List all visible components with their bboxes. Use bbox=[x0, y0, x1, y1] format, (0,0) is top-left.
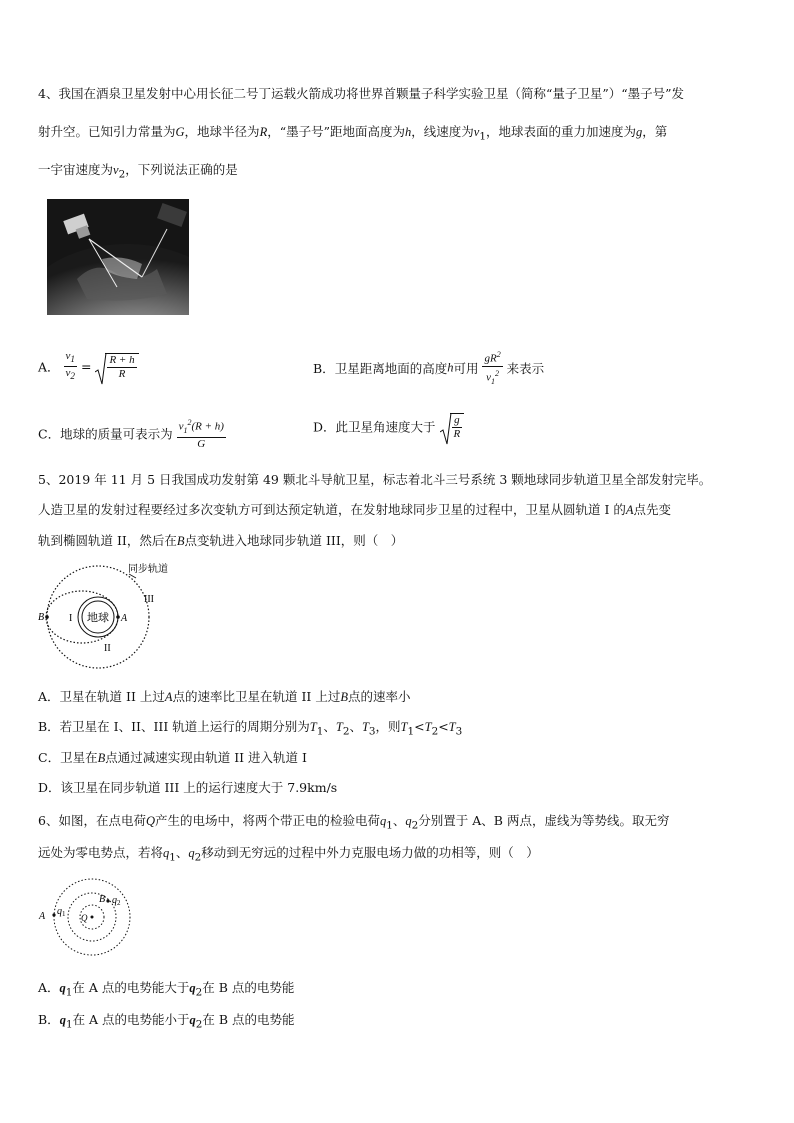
sqrt-symbol: $\frac{g}{R}$ bbox=[440, 412, 465, 441]
q5-option-c[interactable]: C．卫星在B点通过减速实现由轨道 II 进入轨道 I bbox=[38, 750, 307, 765]
q4-line1: 4、我国在酒泉卫星发射中心用长征二号丁运载火箭成功将世界首颗量子科学实验卫星（简称“量子卫星”）“墨子号”发 bbox=[38, 86, 685, 101]
q4-line3: 一宇宙速度为$v_2$，下列说法正确的是 bbox=[38, 162, 238, 181]
q5-option-d[interactable]: D．该卫星在同步轨道 III 上的运行速度大于 7.9km/s bbox=[38, 780, 338, 795]
q6-option-b[interactable]: B．$q_1$在 A 点的电势能小于$q_2$在 B 点的电势能 bbox=[38, 1012, 295, 1031]
earth-label: 地球 bbox=[87, 611, 109, 624]
diagram-label-ii: II bbox=[104, 643, 111, 654]
satellite-photo bbox=[47, 199, 189, 315]
q6-line1: 6、如图，在点电荷Q产生的电场中，将两个带正电的检验电荷$q_1$、$q_2$分别置于 A、B 两点，虚线为等势线。取无穷 bbox=[38, 813, 670, 832]
orbit-diagram bbox=[36, 560, 206, 670]
diagram-label-i: I bbox=[69, 613, 73, 624]
q5-line3: 轨到椭圆轨道 II，然后在B点变轨进入地球同步轨道 III，则（ ） bbox=[38, 533, 404, 548]
charge-label-q2: $q_2$ bbox=[112, 895, 121, 907]
charge-label-a: A bbox=[39, 911, 46, 922]
diagram-label-a: A bbox=[121, 613, 128, 624]
q5-option-b[interactable]: B．若卫星在 I、II、III 轨道上运行的周期分别为$T_1$、$T_2$、$T_3$，则$T_1<T_2<T_3$ bbox=[38, 719, 463, 738]
q4-option-c[interactable]: C．地球的质量可表示为 $\frac{v_1^2(R + h)}{G}$ bbox=[38, 418, 224, 450]
charge-diagram bbox=[36, 875, 146, 960]
q6-option-a[interactable]: A．$q_1$在 A 点的电势能大于$q_2$在 B 点的电势能 bbox=[38, 980, 295, 999]
q6-line2: 远处为零电势点，若将$q_1$、$q_2$移动到无穷远的过程中外力克服电场力做的功相等，则（ ） bbox=[38, 845, 539, 864]
q5-option-a[interactable]: A．卫星在轨道 II 上过A点的速率比卫星在轨道 II 上过B点的速率小 bbox=[38, 689, 411, 704]
q4-option-a[interactable]: A． $\frac{v_1}{v_2}$ = $\frac{R + h}{R}$ bbox=[38, 350, 139, 383]
sync-orbit-label: 同步轨道 bbox=[128, 564, 168, 575]
q5-line2: 人造卫星的发射过程要经过多次变轨方可到达预定轨道，在发射地球同步卫星的过程中，卫星从圆轨道 I 的A点先变 bbox=[38, 502, 672, 517]
q4-line2: 射升空。已知引力常量为G，地球半径为R，“墨子号”距地面高度为h，线速度为$v_1$，地球表面的重力加速度为g，第 bbox=[38, 124, 668, 143]
charge-label-q: Q bbox=[81, 913, 88, 923]
sqrt-symbol: $\frac{R + h}{R}$ bbox=[95, 352, 138, 381]
diagram-label-iii: III bbox=[144, 594, 154, 605]
q4-option-d[interactable]: D．此卫星角速度大于 $\frac{g}{R}$ bbox=[313, 412, 464, 441]
charge-label-b: B bbox=[99, 894, 106, 905]
q4-option-b[interactable]: B．卫星距离地面的高度h可用 $\frac{gR^2}{v_1^2}$ 来表示 bbox=[313, 350, 545, 386]
diagram-label-b: B bbox=[38, 612, 45, 623]
q5-line1: 5、2019 年 11 月 5 日我国成功发射第 49 颗北斗导航卫星，标志着北斗三号系统 3 颗地球同步轨道卫星全部发射完毕。 bbox=[38, 472, 712, 487]
charge-label-q1: $q_1$ bbox=[57, 906, 66, 918]
